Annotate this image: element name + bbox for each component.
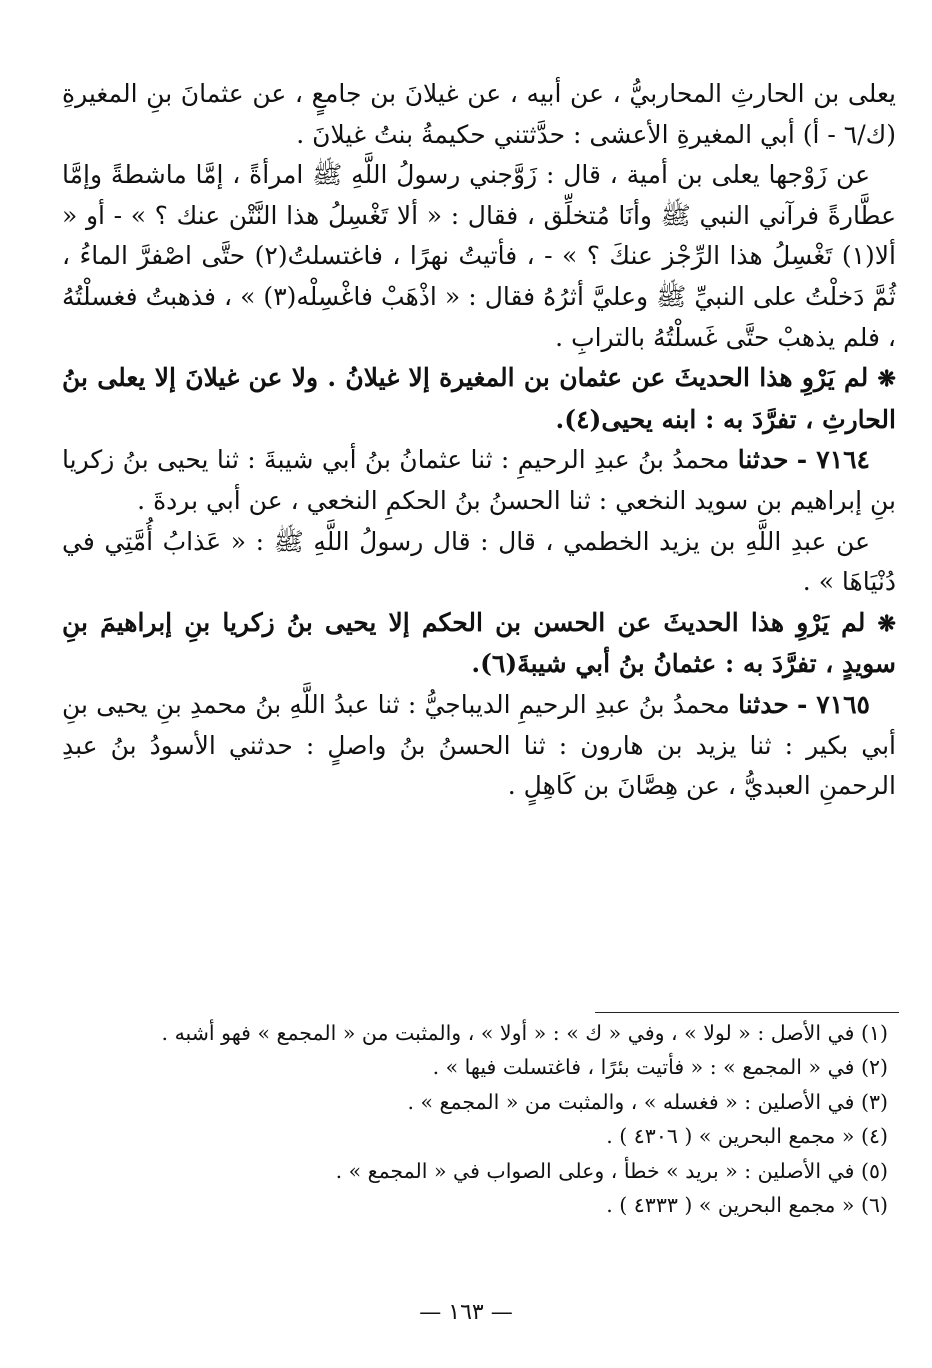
paragraph-hadith-7165 bbox=[62, 685, 896, 807]
paragraph-commentary bbox=[62, 358, 896, 440]
page-number: — ١٦٣ — bbox=[419, 1300, 513, 1325]
main-text bbox=[62, 74, 896, 807]
footnote-5: (٥) في الأصلين : « بريد » خطأ ، وعلى الصواب في « المجمع » . bbox=[335, 1158, 888, 1183]
hadith-number: ٧١٦٤ - bbox=[796, 445, 870, 475]
commentary-text: لم يَرْوِ هذا الحديثَ عن الحسن بن الحكم إلا يحيى بنُ زكريا بنِ إبراهيمَ بنِ سويدٍ ، تفرَّدَ به : عثمانُ بنُ أبي شيبةَ(٦). bbox=[62, 607, 896, 679]
paragraph-hadith-7164 bbox=[62, 440, 896, 521]
footnote-separator bbox=[595, 1012, 899, 1013]
paragraph-hadith-text: عن زَوْجها يعلى بن أمية ، قال : زَوَّجني رسولُ اللَّهِ ﷺ امرأةً ، إمَّا ماشطةً وإمَّا عطَّارةً فرآني النبي ﷺ وأنَا مُتخلِّق ، فقال : « ألا تَغْسِلُ هذا النَّتْن عنك ؟ » - أو « ألا(١) تَغْسِلُ هذا الرِّجْز عنكَ ؟ » - ، فأتيتُ نهرًا ، فاغتسلتُ(٢) حتَّى اصْفرَّ الماءُ ، ثُمَّ دَخلْتُ على النبيِّ ﷺ وعليَّ أثرُهُ فقال : « اذْهَبْ فاغْسِلْه(٣) » ، فذهبتُ فغسلْتُهُ ، فلم يذهبْ حتَّى غَسلْتُهُ بالترابِ . bbox=[62, 160, 897, 352]
commentary-text: لم يَرْوِ هذا الحديثَ عن عثمان بن المغيرة إلا غيلانُ . ولا عن غيلانَ إلا يعلى بنُ الحارثِ ، تفرَّدَ به : ابنه يحيى(٤). bbox=[62, 363, 896, 434]
paragraph-commentary bbox=[62, 603, 896, 685]
footnotes bbox=[62, 1016, 896, 1222]
hadith-lead-word: حدثنا bbox=[737, 445, 789, 475]
footnote-1: (١) في الأصل : « لولا » ، وفي « ك » : « أولا » ، والمثبت من « المجمع » فهو أشبه . bbox=[161, 1021, 888, 1045]
hadith-isnad: محمدُ بنُ عبدِ الرحيمِ الديباجيُّ : ثنا عبدُ اللَّهِ بنُ محمدِ بنِ يحيى بنِ أبي بكير : ثنا يزيد بن هارون : ثنا الحسنُ بنُ واصلٍ : حدثني الأسودُ بنُ عبدِ الرحمنِ العبديُّ ، عن هِصَّانَ بن كَاهِلٍ . bbox=[62, 689, 896, 801]
hadith-isnad: محمدُ بنُ عبدِ الرحيمِ : ثنا عثمانُ بنُ أبي شيبةَ : ثنا يحيى بنُ زكريا بنِ إبراهيم بن سويد النخعي : ثنا الحسنُ بنُ الحكمِ النخعي ، عن أبي بردةَ . bbox=[62, 445, 896, 515]
footnote-2: (٢) في « المجمع » : « فأتيت بئرًا ، فاغتسلت فيها » . bbox=[432, 1055, 888, 1080]
star-ornament-icon: ❋ bbox=[877, 610, 896, 637]
paragraph-hadith-matn: عن عبدِ اللَّهِ بن يزيد الخطمي ، قال : قال رسولُ اللَّهِ ﷺ : « عَذابُ أُمَّتِي في دُنْيَاهَا » . bbox=[62, 526, 896, 597]
footnote-3: (٣) في الأصلين : « فغسله » ، والمثبت من « المجمع » . bbox=[407, 1089, 888, 1114]
star-ornament-icon: ❋ bbox=[877, 366, 896, 393]
hadith-number: ٧١٦٥ - bbox=[796, 689, 870, 719]
hadith-lead-word: حدثنا bbox=[738, 689, 789, 719]
footnote-4: (٤) « مجمع البحرين » ( ٤٣٠٦ ) . bbox=[606, 1124, 888, 1149]
footnote-6: (٦) « مجمع البحرين » ( ٤٣٣٣ ) . bbox=[606, 1193, 888, 1218]
paragraph-isnad-continuation: يعلى بن الحارثِ المحاربيُّ ، عن أبيه ، عن غيلانَ بن جامعٍ ، عن عثمانَ بنِ المغيرةِ (ك/٦ - أ) أبي المغيرةِ الأعشى : حدَّثتني حكيمةُ بنتُ غيلانَ . bbox=[62, 79, 896, 149]
